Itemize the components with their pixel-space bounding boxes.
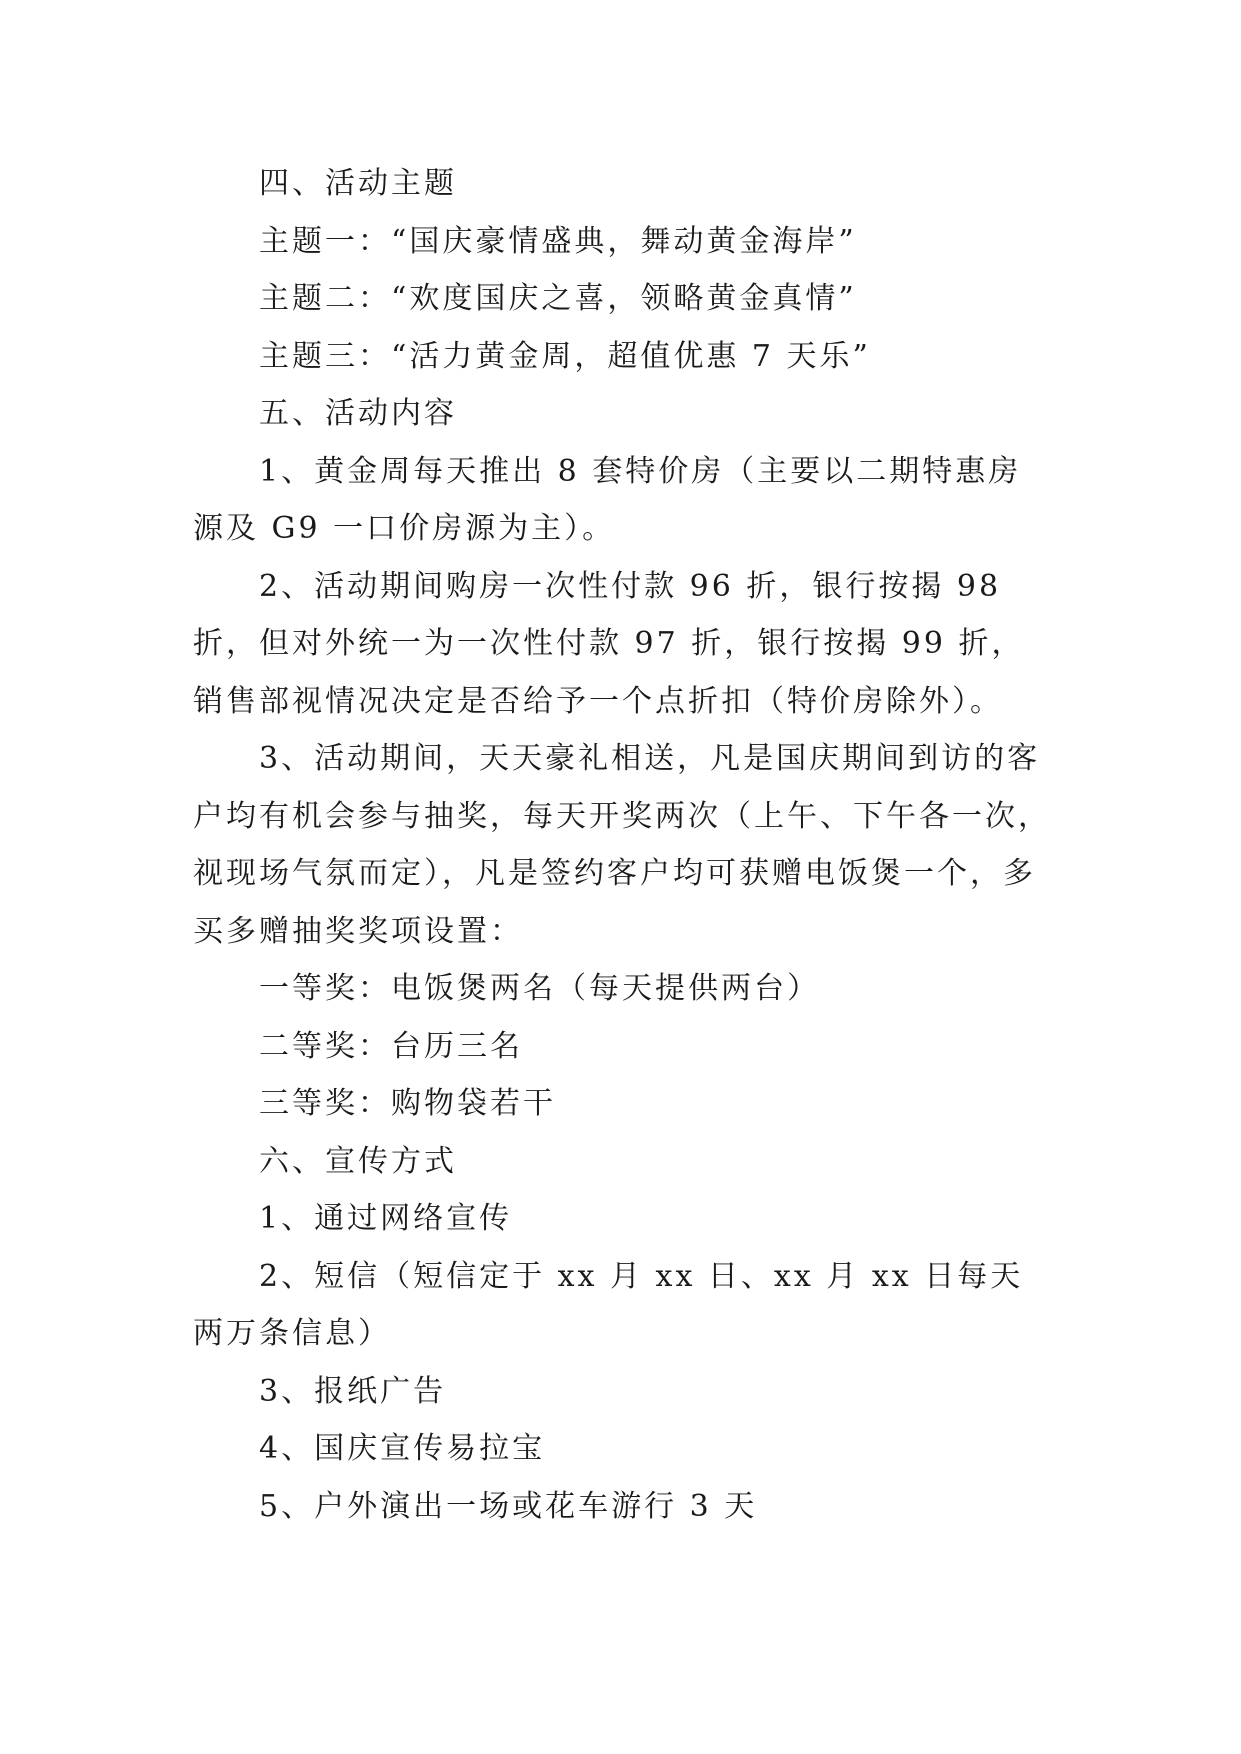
theme-one: 主题一：“国庆豪情盛典，舞动黄金海岸” (259, 223, 857, 259)
content-item-2: 2、活动期间购房一次性付款 96 折，银行按揭 98 折，但对外统一为一次性付款 97 折，银行按揭 99 折，销售部视情况决定是否给予一个点折扣（特价房除外）。 (193, 568, 1025, 719)
section-heading-content: 五、活动内容 (259, 396, 457, 431)
promotion-item-5: 5、户外演出一场或花车游行 3 天 (259, 1488, 758, 1524)
promotion-item-4: 4、国庆宣传易拉宝 (259, 1431, 546, 1466)
content-item-1: 1、黄金周每天推出 8 套特价房（主要以二期特惠房源及 G9 一口价房源为主）。 (193, 453, 1022, 546)
prize-third: 三等奖：购物袋若干 (259, 1086, 556, 1121)
section-heading-promotion: 六、宣传方式 (259, 1143, 457, 1179)
document-body (193, 155, 1053, 1535)
prize-second: 二等奖：台历三名 (259, 1028, 523, 1064)
promotion-item-2: 2、短信（短信定于 xx 月 xx 日、xx 月 xx 日每天两万条信息） (193, 1258, 1024, 1351)
theme-two: 主题二：“欢度国庆之喜，领略黄金真情” (259, 281, 857, 316)
theme-three: 主题三：“活力黄金周，超值优惠 7 天乐” (259, 338, 871, 374)
promotion-item-3: 3、报纸广告 (259, 1373, 447, 1409)
promotion-item-1: 1、通过网络宣传 (259, 1201, 513, 1236)
section-heading-theme: 四、活动主题 (259, 166, 457, 201)
content-item-3: 3、活动期间，天天豪礼相送，凡是国庆期间到访的客户均有机会参与抽奖，每天开奖两次（上午、下午各一次，视现场气氛而定），凡是签约客户均可获赠电饭煲一个，多买多赠抽奖奖项设置： (193, 741, 1051, 949)
prize-first: 一等奖：电饭煲两名（每天提供两台） (259, 971, 820, 1006)
